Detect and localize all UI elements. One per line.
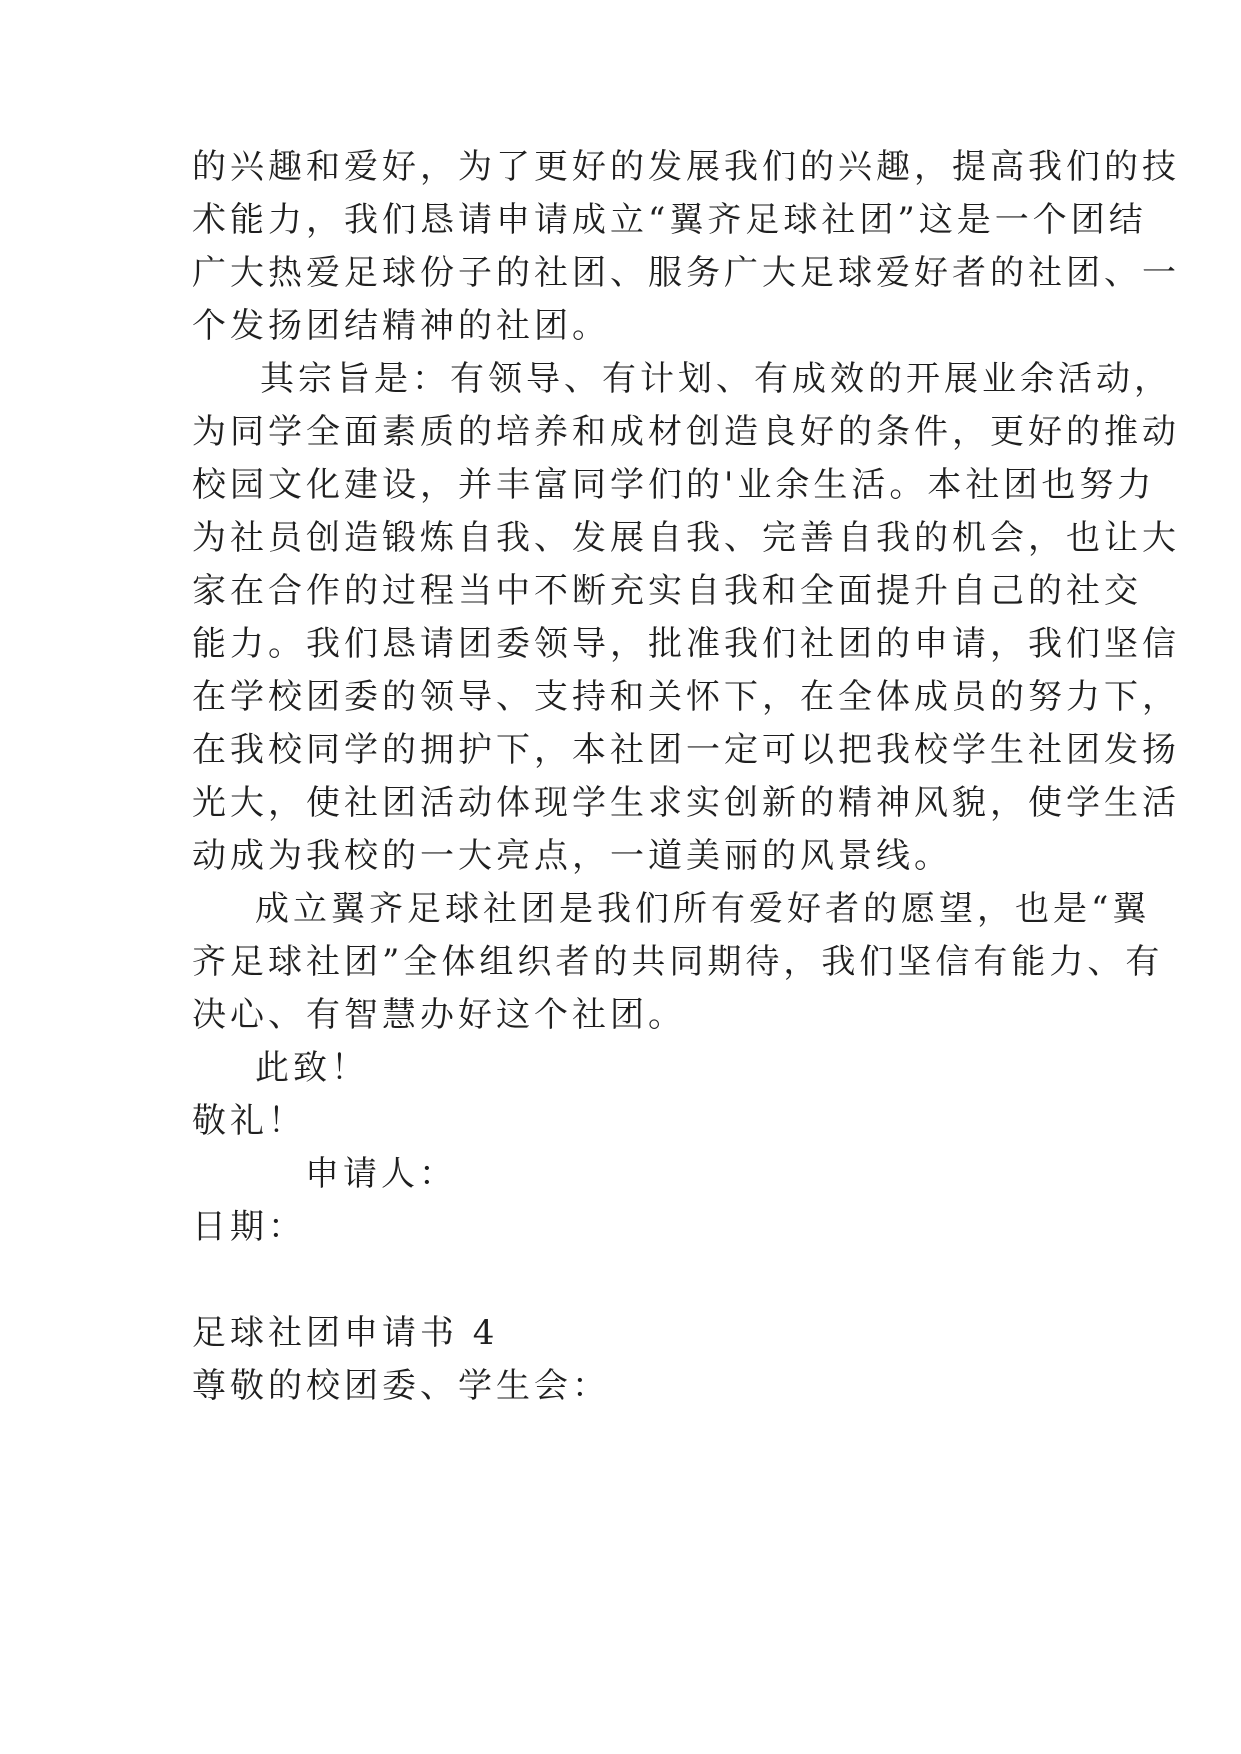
greeting-line: 尊敬的校团委、学生会：: [192, 1366, 610, 1406]
paragraph-line: 为社员创造锻炼自我、发展自我、完善自我的机会，也让大: [192, 518, 1180, 558]
closing-regards: 敬礼！: [192, 1101, 306, 1141]
section-title: 足球社团申请书 4: [192, 1313, 499, 1353]
paragraph-line: 其宗旨是：有领导、有计划、有成效的开展业余活动，: [260, 359, 1172, 399]
paragraph-line: 在我校同学的拥护下，本社团一定可以把我校学生社团发扬: [192, 730, 1180, 770]
paragraph-line: 广大热爱足球份子的社团、服务广大足球爱好者的社团、一: [192, 253, 1180, 293]
paragraph-line: 动成为我校的一大亮点，一道美丽的风景线。: [192, 836, 952, 876]
paragraph-line: 个发扬团结精神的社团。: [192, 306, 610, 346]
paragraph-line: 校园文化建设，并丰富同学们的'业余生活。本社团也努力: [192, 465, 1156, 505]
paragraph-line: 成立翼齐足球社团是我们所有爱好者的愿望，也是“翼: [255, 889, 1151, 929]
paragraph-line: 能力。我们恳请团委领导，批准我们社团的申请，我们坚信: [192, 624, 1180, 664]
paragraph-line: 家在合作的过程当中不断充实自我和全面提升自己的社交: [192, 571, 1142, 611]
paragraph-line: 决心、有智慧办好这个社团。: [192, 995, 686, 1035]
paragraph-line: 齐足球社团”全体组织者的共同期待，我们坚信有能力、有: [192, 942, 1164, 982]
applicant-label: 申请人：: [305, 1154, 457, 1194]
paragraph-line: 为同学全面素质的培养和成材创造良好的条件，更好的推动: [192, 412, 1180, 452]
paragraph-line: 在学校团委的领导、支持和关怀下，在全体成员的努力下，: [192, 677, 1180, 717]
paragraph-line: 术能力，我们恳请申请成立“翼齐足球社团”这是一个团结: [192, 200, 1147, 240]
closing-salutation: 此致！: [255, 1048, 369, 1088]
paragraph-line: 光大，使社团活动体现学生求实创新的精神风貌，使学生活: [192, 783, 1180, 823]
date-label: 日期：: [192, 1207, 306, 1247]
paragraph-line: 的兴趣和爱好，为了更好的发展我们的兴趣，提高我们的技: [192, 147, 1180, 187]
